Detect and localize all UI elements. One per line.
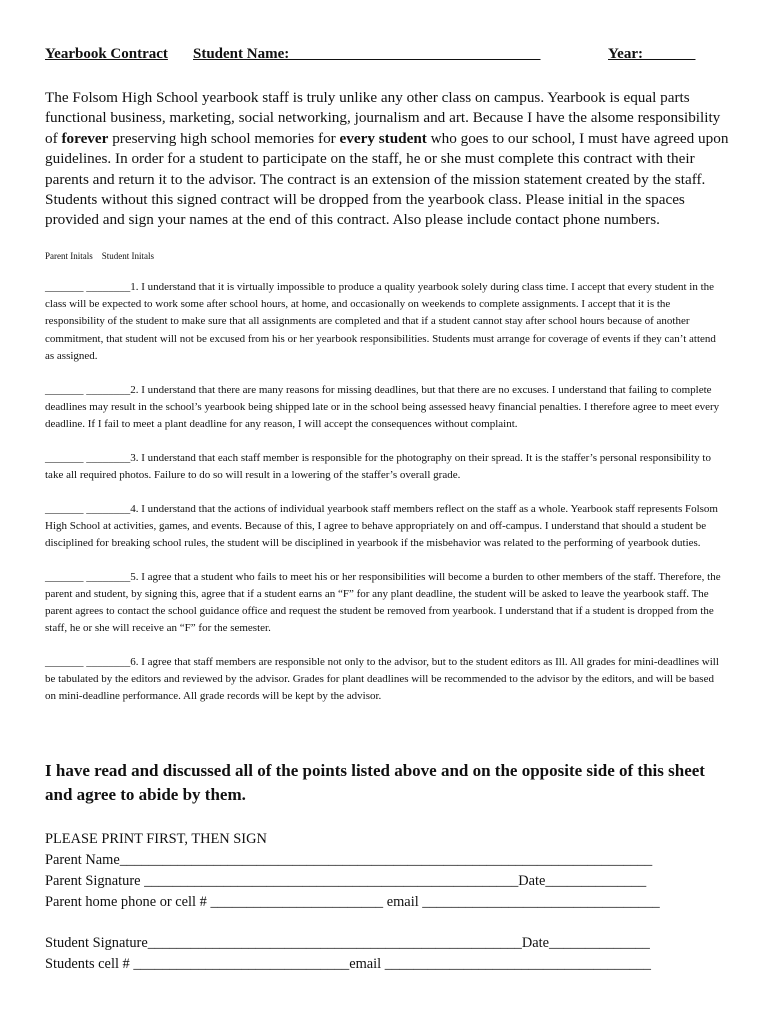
intro-bold-forever: forever bbox=[61, 129, 109, 147]
parent-signature-line[interactable]: Parent Signature ____________________________________________________Date______________ bbox=[45, 873, 647, 889]
contract-title: Yearbook Contract bbox=[45, 46, 168, 62]
agreement-item-1: _______ ________1. I understand that it is virtually impossible to produce a quality yearbook solely during class time. I accept that every student in the class will be expected to work some after school hours, at home, and occasionally on weekends to complete assignments. I accept that it is the responsibility of the student to make sure that all assignments are completed and that if a student cannot stay after school hours because of another commitment, that student will not be excused from his or her yearbook responsibilities. Students must arrange for coverage of events if they can’t attend as assigned. bbox=[45, 281, 716, 362]
intro-text-3: who goes to our school, I must have agreed upon guidelines. In order for a student to participate on the staff, he or she must complete this contract with their parents and return it to the advisor. The contract is an extension of the mission statement created by the staff. Students without this signed contract will be dropped from the yearbook class. Please initial in the spaces provided and sign your names at the end of this contract. Also please include contact phone numbers. bbox=[45, 129, 729, 229]
agreement-item-6: _______ ________6. I agree that staff members are responsible not only to the advisor, but to the student editors as Ill. All grades for mini-deadlines will be tabulated by the editors and reviewed by the advisor. Grades for plant deadlines will be recommended to the advisor by the editors, and will be based on mini-deadline performance. All grade records will be kept by the advisor. bbox=[45, 655, 719, 703]
initials-header: Parent Initals Student Initals bbox=[45, 251, 154, 261]
agreement-list bbox=[45, 279, 725, 722]
print-instruction: PLEASE PRINT FIRST, THEN SIGN bbox=[45, 831, 267, 847]
student-cell-email-line[interactable]: Students cell # ______________________________email _____________________________________ bbox=[45, 956, 651, 972]
agreement-item-3: _______ ________3. I understand that each staff member is responsible for the photography on their spread. It is the staffer’s personal responsibility to take all required photos. Failure to do so will result in a lowering of the staffer’s overall grade. bbox=[45, 451, 711, 481]
parent-name-line[interactable]: Parent Name__________________________________________________________________________ bbox=[45, 852, 653, 868]
agreement-item-4: _______ ________4. I understand that the actions of individual yearbook staff members reflect on the staff as a whole. Yearbook staff represents Folsom High School at activities, games, and events. Because of this, I agree to behave appropriately on and off-campus. I understand that should a student be disciplined for breaking school rules, the student will be disciplined in yearbook if the misbehavior was related to the performing of yearbook duties. bbox=[45, 502, 718, 549]
student-name-label: Student Name: bbox=[193, 46, 541, 62]
agreement-statement: I have read and discussed all of the points listed above and on the opposite side of this sheet and agree to abide by them. bbox=[45, 761, 705, 804]
parent-phone-email-line[interactable]: Parent home phone or cell # ________________________ email _________________________________ bbox=[45, 894, 660, 910]
year-label: Year: bbox=[608, 46, 696, 62]
agreement-item-2: _______ ________2. I understand that there are many reasons for missing deadlines, but that there are no excuses. I understand that failing to complete deadlines may result in the school’s yearbook being shipped late or in the school being assessed heavy financial penalties. I therefore agree to meet every deadline. If I fail to meet a plant deadline for any reason, I will accept the consequences without complaint. bbox=[45, 383, 720, 430]
student-signature-line[interactable]: Student Signature____________________________________________________Date______________ bbox=[45, 935, 650, 951]
intro-text-2: preserving high school memories for bbox=[108, 129, 340, 147]
intro-bold-every-student: every student bbox=[339, 129, 427, 147]
agreement-item-5: _______ ________5. I agree that a student who fails to meet his or her responsibilities will become a burden to other members of the staff. Therefore, the parent and student, by signing this, agree that if a student earns an “F” for any plant deadline, the student will be asked to leave the yearbook staff. The parent agrees to contact the school guidance office and request the student be removed from yearbook. I understand that if a student is dropped from the staff, he or she will receive an “F” for the semester. bbox=[45, 570, 721, 635]
intro-text-1: The Folsom High School yearbook staff is truly unlike any other class on campus. Yearbook is equal parts functional business, marketing, social networking, journalism and art. Because I have the alsome responsibility of bbox=[45, 89, 721, 147]
intro-paragraph bbox=[45, 88, 735, 231]
